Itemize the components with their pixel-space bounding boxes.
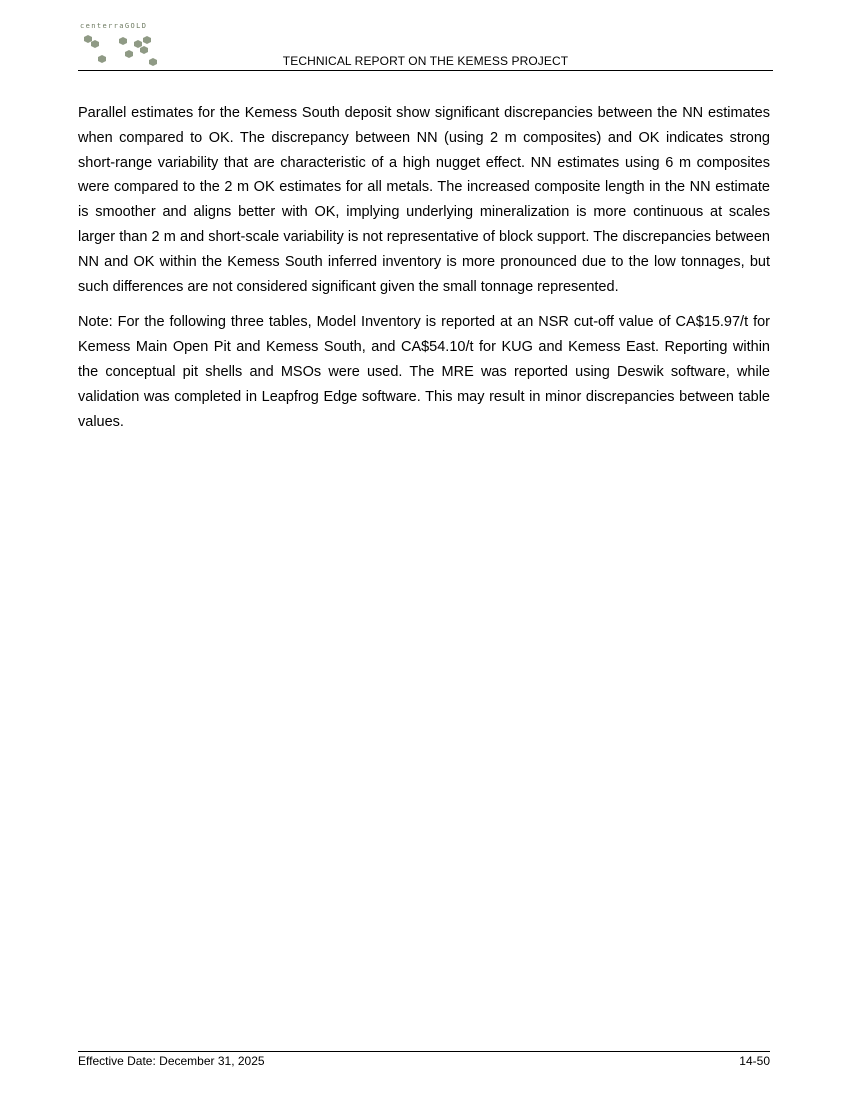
page-header [78, 18, 773, 71]
paragraph-kemess-south-estimates: Parallel estimates for the Kemess South deposit show significant discrepancies between the NN estimates when compared to OK. The discrepancy between NN (using 2 m composites) and OK indicates strong short-range variability that are characteristic of a high nugget effect. NN estimates using 6 m composites were compared to the 2 m OK estimates for all metals. The increased composite length in the NN estimate is smoother and aligns better with OK, implying underlying mineralization is more continuous at scales larger than 2 m and short-scale variability is not representative of block support. The discrepancies between NN and OK within the Kemess South inferred inventory is more pronounced due to the low tonnages, but such differences are not considered significant given the small tonnage represented. [78, 105, 770, 295]
body-content [78, 101, 770, 445]
report-title: TECHNICAL REPORT ON THE KEMESS PROJECT [282, 54, 569, 68]
page-number: 14-50 [739, 1054, 770, 1068]
paragraph-table-note: Note: For the following three tables, Model Inventory is reported at an NSR cut-off value of CA$15.97/t for Kemess Main Open Pit and Kemess South, and CA$54.10/t for KUG and Kemess East. Reporting within the conceptual pit shells and MSOs were used. The MRE was reported using Deswik software, while validation was completed in Leapfrog Edge software. This may result in minor discrepancies between table values. [78, 314, 770, 430]
page-footer [78, 1051, 770, 1068]
logo-wordmark: centerraGOLD [80, 22, 148, 30]
effective-date: Effective Date: December 31, 2025 [78, 1054, 265, 1068]
